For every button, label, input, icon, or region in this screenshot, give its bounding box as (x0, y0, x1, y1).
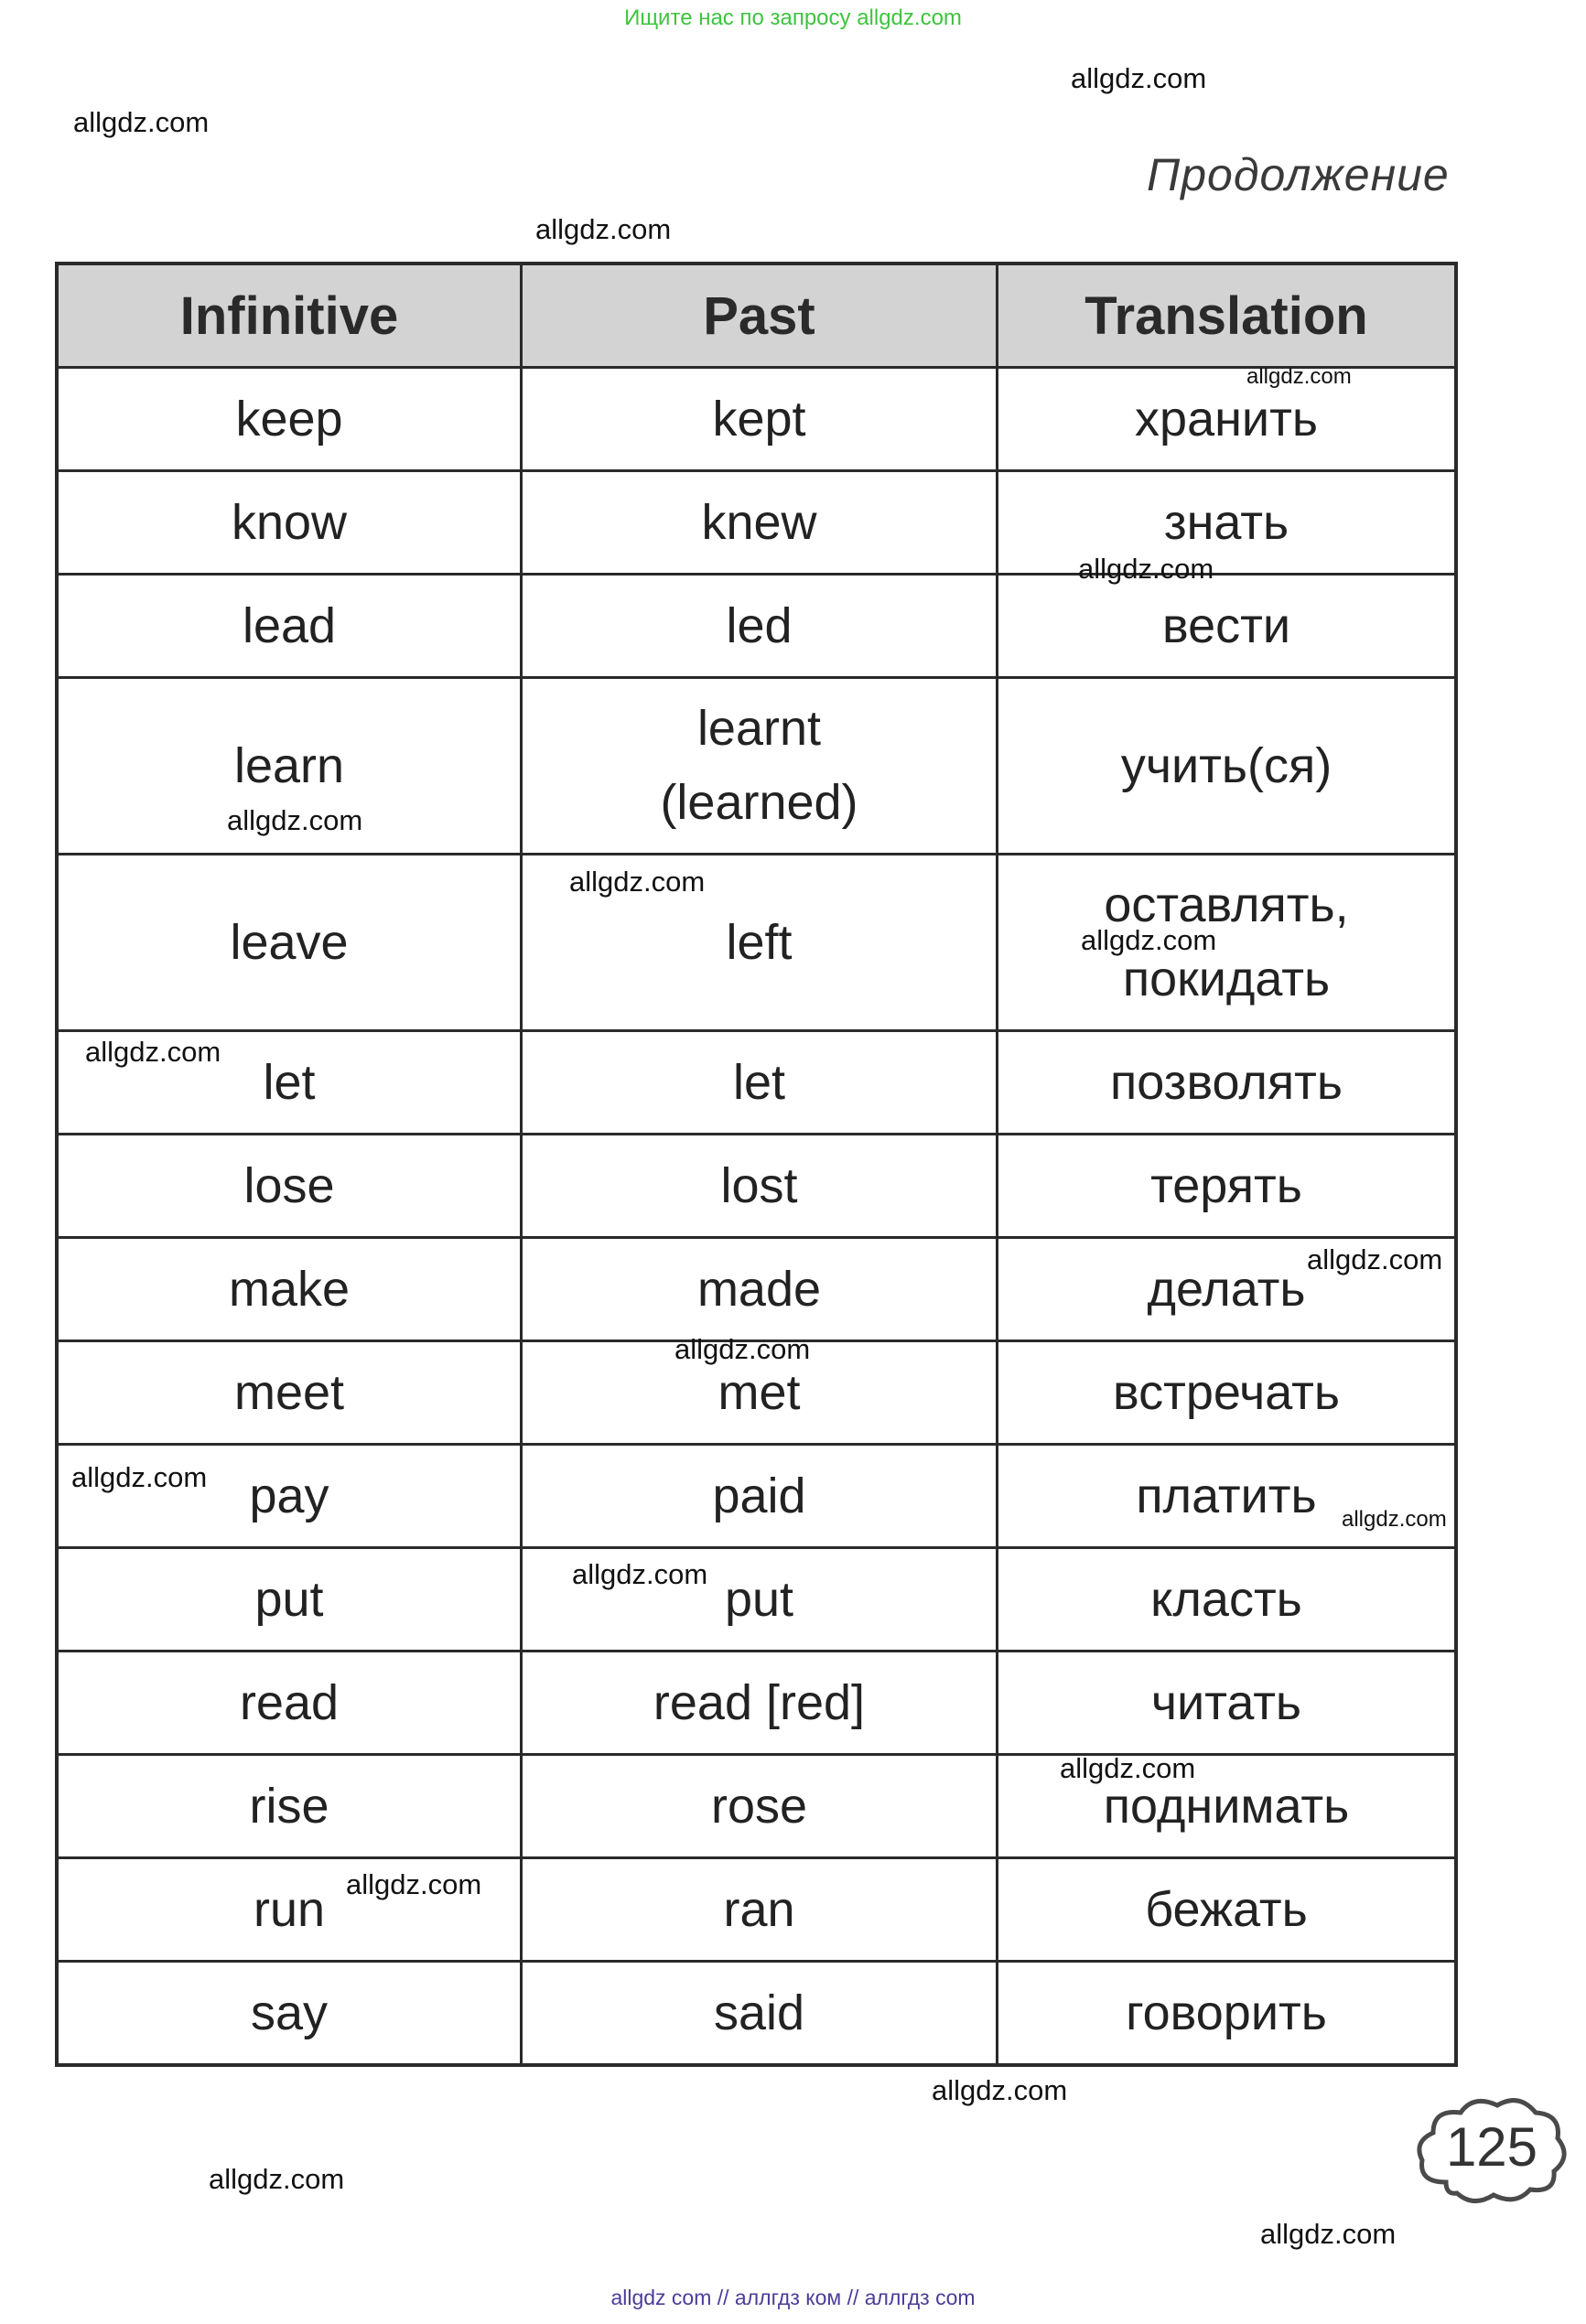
watermark: allgdz.com (1071, 62, 1207, 94)
past-cell: left (523, 855, 998, 1029)
header-translation: Translation (1084, 285, 1368, 346)
past-cell: led (523, 576, 998, 676)
watermark: allgdz.com (209, 2163, 345, 2195)
past-cell: knew (523, 472, 998, 573)
watermark: allgdz.com (1060, 1752, 1196, 1784)
infinitive-cell: keep (59, 369, 523, 469)
past-cell: said (523, 1963, 998, 2063)
watermark: allgdz.com (346, 1868, 482, 1900)
infinitive-cell: lead (59, 576, 523, 676)
table-row (59, 1546, 1454, 1650)
infinitive-cell: let (59, 1032, 523, 1133)
infinitive-cell: know (59, 472, 523, 573)
bottom-banner[interactable]: allgdz com // аллгдз ком // аллгдз com (610, 2286, 976, 2309)
page-number: 125 (1445, 2116, 1538, 2178)
infinitive-cell: run (59, 1859, 523, 1960)
infinitive-cell: lose (59, 1135, 523, 1236)
watermark: allgdz.com (227, 804, 363, 836)
past-cell: made (523, 1239, 998, 1340)
past-cell: rose (523, 1756, 998, 1856)
watermark: allgdz.com (1342, 1507, 1447, 1532)
infinitive-cell: meet (59, 1342, 523, 1443)
watermark: allgdz.com (1246, 364, 1352, 389)
irregular-verbs-table (55, 262, 1458, 2067)
past-cell: lost (523, 1135, 998, 1236)
translation-cell: говорить (1126, 1985, 1327, 2040)
translation-cell: платить (1136, 1468, 1317, 1523)
infinitive-cell: pay (59, 1446, 523, 1546)
table-row (59, 1133, 1454, 1236)
infinitive-cell: read (59, 1652, 523, 1753)
translation-cell: хранить (1135, 391, 1318, 447)
table-row (59, 1856, 1454, 1960)
watermark: allgdz.com (1078, 553, 1214, 585)
translation-cell: поднимать (1103, 1778, 1350, 1834)
watermark: allgdz.com (1260, 2218, 1397, 2250)
watermark: allgdz.com (674, 1333, 811, 1365)
table-row (59, 1753, 1454, 1856)
watermark: allgdz.com (1081, 924, 1217, 956)
table-row (59, 853, 1454, 1029)
infinitive-cell: rise (59, 1756, 523, 1856)
watermark: allgdz.com (932, 2074, 1068, 2106)
continuation-label: Продолжение (1147, 149, 1450, 200)
past-cell: ran (523, 1859, 998, 1960)
past-cell: let (523, 1032, 998, 1133)
watermark: allgdz.com (569, 866, 706, 898)
table-row (59, 573, 1454, 676)
infinitive-cell: learn (59, 679, 523, 853)
translation-cell: учить(ся) (1120, 737, 1332, 793)
translation-cell: позволять (1110, 1054, 1343, 1110)
watermark: allgdz.com (535, 213, 672, 245)
past-cell: read [red] (523, 1652, 998, 1753)
infinitive-cell: say (59, 1963, 523, 2063)
header-infinitive: Infinitive (59, 265, 523, 366)
table-row (59, 1443, 1454, 1546)
table-header-row (59, 265, 1454, 366)
translation-cell: вести (1161, 597, 1290, 653)
translation-cell: встречать (1113, 1364, 1340, 1420)
header-past: Past (523, 265, 998, 366)
past-cell: kept (523, 369, 998, 469)
watermark: allgdz.com (572, 1558, 708, 1590)
infinitive-cell: make (59, 1239, 523, 1340)
table-row (59, 366, 1454, 469)
past-cell: learnt (learned) (523, 679, 998, 853)
infinitive-cell: leave (59, 855, 523, 1029)
watermark: allgdz.com (1307, 1243, 1443, 1275)
table-row (59, 1650, 1454, 1753)
watermark: allgdz.com (85, 1036, 221, 1068)
translation-cell: знать (1163, 494, 1289, 550)
past-cell: put (523, 1549, 998, 1650)
translation-cell: читать (1150, 1674, 1302, 1730)
past-cell: met (523, 1342, 998, 1443)
top-banner[interactable]: Ищите нас по запросу allgdz.com (624, 5, 962, 30)
past-cell: paid (523, 1446, 998, 1546)
watermark: allgdz.com (73, 106, 210, 138)
table-row (59, 1960, 1454, 2063)
translation-cell: оставлять, покидать (1104, 877, 1349, 1006)
table-row (59, 1236, 1454, 1340)
translation-cell: класть (1150, 1571, 1302, 1627)
translation-cell: бежать (1145, 1881, 1308, 1937)
table-row (59, 1029, 1454, 1133)
translation-cell: делать (1147, 1261, 1306, 1317)
infinitive-cell: put (59, 1549, 523, 1650)
watermark: allgdz.com (71, 1461, 208, 1493)
translation-cell: терять (1150, 1157, 1302, 1213)
table-row (59, 469, 1454, 573)
